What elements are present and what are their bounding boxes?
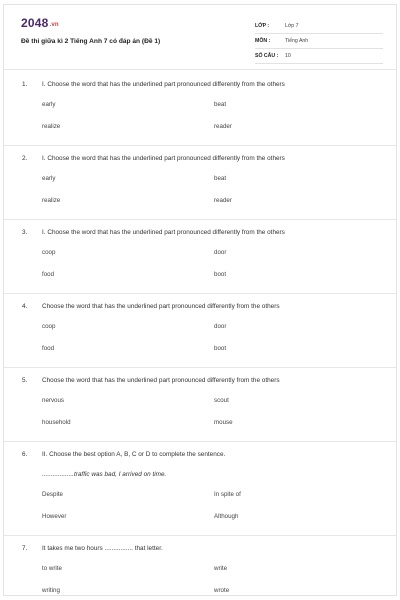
question-text: I. Choose the word that has the underlined part pronounced differently from the others <box>42 81 285 88</box>
question-number: 7. <box>22 545 28 552</box>
option-b[interactable]: In spite of <box>214 491 241 498</box>
question-text: Choose the word that has the underlined part pronounced differently from the others <box>42 377 280 384</box>
question-header <box>4 81 396 101</box>
option-c[interactable]: realize <box>42 197 61 204</box>
question-1 <box>4 81 396 146</box>
divider <box>4 441 396 442</box>
option-b[interactable]: door <box>214 249 227 256</box>
question-number: 3. <box>22 229 28 236</box>
meta-row-class <box>255 19 383 34</box>
option-d[interactable]: boot <box>214 271 227 278</box>
meta-value: Lớp 7 <box>285 23 299 29</box>
question-number: 1. <box>22 81 28 88</box>
option-grid <box>4 175 396 219</box>
divider <box>4 293 396 294</box>
question-3 <box>4 229 396 294</box>
option-a[interactable]: early <box>42 101 56 108</box>
divider <box>4 145 396 146</box>
question-7 <box>4 545 396 596</box>
option-c[interactable]: realize <box>42 123 61 130</box>
option-b[interactable]: beat <box>214 175 227 182</box>
question-header <box>4 545 396 565</box>
site-logo[interactable] <box>21 16 59 30</box>
question-5 <box>4 377 396 442</box>
option-d[interactable]: mouse <box>214 419 233 426</box>
option-d[interactable]: reader <box>214 197 232 204</box>
option-c[interactable]: food <box>42 271 55 278</box>
option-c[interactable]: However <box>42 513 67 520</box>
option-d[interactable]: Although <box>214 513 239 520</box>
document-header <box>4 5 396 70</box>
question-list <box>4 81 396 596</box>
question-number: 5. <box>22 377 28 384</box>
option-a[interactable]: to write <box>42 565 62 572</box>
question-header <box>4 451 396 471</box>
divider <box>4 219 396 220</box>
option-b[interactable]: write <box>214 565 228 572</box>
meta-value: 10 <box>285 53 291 59</box>
option-c[interactable]: food <box>42 345 55 352</box>
meta-label: LỚP : <box>255 23 270 29</box>
question-4 <box>4 303 396 368</box>
divider <box>4 367 396 368</box>
question-number: 2. <box>22 155 28 162</box>
question-6 <box>4 451 396 536</box>
question-text: I. Choose the word that has the underlined part pronounced differently from the others <box>42 229 285 236</box>
option-d[interactable]: reader <box>214 123 232 130</box>
document-title: Đề thi giữa kì 2 Tiếng Anh 7 có đáp án (Đề 1) <box>21 38 161 45</box>
option-grid <box>4 101 396 145</box>
question-number: 4. <box>22 303 28 310</box>
meta-row-count <box>255 49 383 64</box>
option-c[interactable]: household <box>42 419 71 426</box>
option-a[interactable]: nervous <box>42 397 65 404</box>
option-a[interactable]: early <box>42 175 56 182</box>
option-grid <box>4 323 396 367</box>
option-d[interactable]: boot <box>214 345 227 352</box>
question-text: II. Choose the best option A, B, C or D to complete the sentence. <box>42 451 226 458</box>
option-c[interactable]: writing <box>42 587 60 594</box>
question-number: 6. <box>22 451 28 458</box>
question-text: It takes me two hours ................ that letter. <box>42 545 163 552</box>
option-a[interactable]: Despite <box>42 491 63 498</box>
question-text: I. Choose the word that has the underlined part pronounced differently from the others <box>42 155 285 162</box>
option-b[interactable]: door <box>214 323 227 330</box>
meta-row-subject <box>255 34 383 49</box>
question-header <box>4 229 396 249</box>
meta-table <box>255 19 383 64</box>
option-grid <box>4 249 396 293</box>
question-header <box>4 377 396 397</box>
option-b[interactable]: scout <box>214 397 229 404</box>
question-2 <box>4 155 396 220</box>
option-a[interactable]: coop <box>42 249 56 256</box>
option-a[interactable]: coop <box>42 323 56 330</box>
meta-label: SỐ CÂU : <box>255 53 279 59</box>
divider <box>4 535 396 536</box>
document-page <box>3 4 397 596</box>
question-header <box>4 303 396 323</box>
question-text: Choose the word that has the underlined part pronounced differently from the others <box>42 303 280 310</box>
question-header <box>4 155 396 175</box>
option-grid <box>4 491 396 535</box>
option-d[interactable]: wrote <box>214 587 230 594</box>
logo-text: 2048 <box>21 16 49 30</box>
meta-value: Tiếng Anh <box>285 38 309 44</box>
option-grid <box>4 397 396 441</box>
option-b[interactable]: beat <box>214 101 227 108</box>
meta-label: MÔN : <box>255 38 271 44</box>
question-subtext: ..................traffic was bad, I arrived on time. <box>42 471 167 478</box>
question-sentence <box>4 471 396 491</box>
logo-suffix: .vn <box>49 22 59 28</box>
option-grid <box>4 565 396 596</box>
